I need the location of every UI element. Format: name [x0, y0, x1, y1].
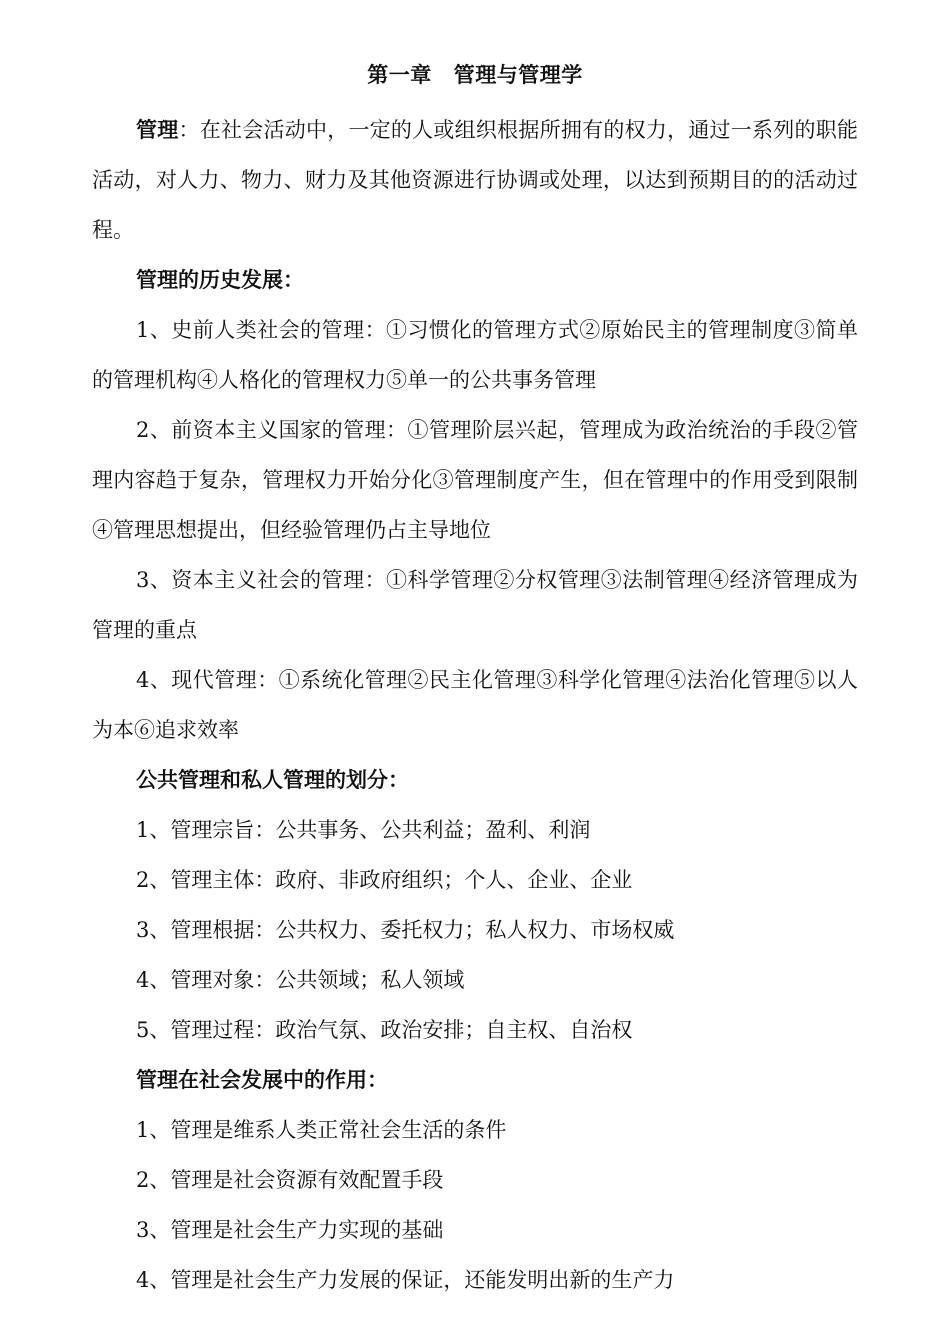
list-item: 4、管理对象：公共领域；私人领域 — [136, 968, 465, 992]
list-item: 1、史前人类社会的管理：①习惯化的管理方式②原始民主的管理制度③简单的管理机构④人格化的管理权力⑤单一的公共事务管理 — [92, 318, 858, 392]
list-item: 3、管理根据：公共权力、委托权力；私人权力、市场权威 — [136, 918, 675, 942]
definition-term: 管理 — [136, 117, 179, 142]
section-heading-role: 管理在社会发展中的作用： — [136, 1067, 388, 1092]
definition-text: ：在社会活动中，一定的人或组织根据所拥有的权力，通过一系列的职能活动，对人力、物力、财力及其他资源进行协调或处理，以达到预期目的的活动过程。 — [92, 118, 859, 242]
chapter-title — [92, 55, 858, 95]
list-item: 1、管理是维系人类正常社会生活的条件 — [136, 1118, 507, 1142]
list-item: 2、前资本主义国家的管理：①管理阶层兴起，管理成为政治统治的手段②管理内容趋于复杂，管理权力开始分化③管理制度产生，但在管理中的作用受到限制④管理思想提出，但经验管理仍占主导地位 — [92, 418, 858, 542]
list-item: 2、管理主体：政府、非政府组织；个人、企业、企业 — [136, 868, 633, 892]
document-page — [92, 55, 858, 1305]
definition-paragraph — [92, 105, 858, 255]
list-item: 1、管理宗旨：公共事务、公共利益；盈利、利润 — [136, 818, 591, 842]
section-heading-history: 管理的历史发展： — [136, 267, 304, 292]
list-item: 4、现代管理：①系统化管理②民主化管理③科学化管理④法治化管理⑤以人为本⑥追求效率 — [92, 668, 858, 742]
chapter-number: 第一章 — [367, 62, 432, 87]
list-item: 4、管理是社会生产力发展的保证，还能发明出新的生产力 — [136, 1268, 675, 1292]
list-item: 5、管理过程：政治气氛、政治安排；自主权、自治权 — [136, 1018, 633, 1042]
section-heading-public-private: 公共管理和私人管理的划分： — [136, 767, 409, 792]
list-item: 3、管理是社会生产力实现的基础 — [136, 1218, 444, 1242]
list-item: 3、资本主义社会的管理：①科学管理②分权管理③法制管理④经济管理成为管理的重点 — [92, 568, 858, 642]
list-item: 2、管理是社会资源有效配置手段 — [136, 1168, 444, 1192]
chapter-name: 管理与管理学 — [453, 62, 583, 87]
